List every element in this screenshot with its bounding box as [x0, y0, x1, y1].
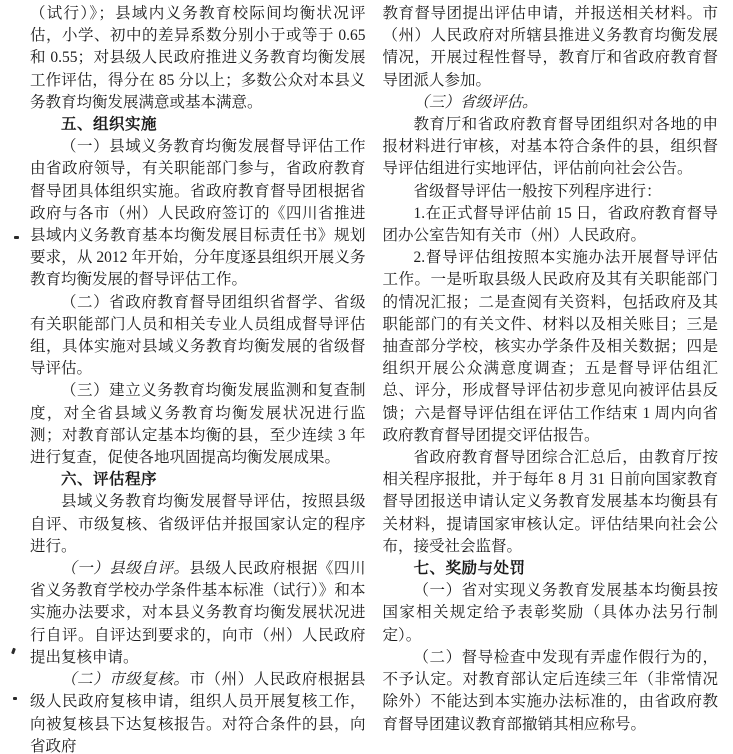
section-heading: 五、组织实施: [61, 116, 158, 134]
paragraph: 教育督导团提出评估申请，并报送相关材料。市（州）人民政府对所辖县推进义务教育均衡发展情况，开展过程性督导，教育厅和省政府教育督导团派人参加。: [382, 5, 718, 89]
paragraph: （试行）》；县域内义务教育校际间均衡状况评估，小学、初中的差异系数分别小于或等于 0.65 和 0.55；对县级人民政府推进义务教育均衡发展工作评估，得分在 85 分以上；多数公众对本县义务教育均衡发展满意或基本满意。: [30, 5, 366, 111]
scan-speck: [13, 697, 17, 700]
paragraph: 1.在正式督导评估前 15 日，省政府教育督导团办公室告知有关市（州）人民政府。: [382, 204, 718, 245]
paragraph: （二）督导检查中发现有弄虚作假行为的，不予认定。对教育部认定后连续三年（非常情况除外）不能达到本实施办法标准的，由省政府教育督导团建议教育部撤销其相应称号。: [382, 648, 718, 733]
paragraph: 县域义务教育均衡发展督导评估，按照县级自评、市级复核、省级评估并报国家认定的程序进行。: [30, 493, 366, 555]
paragraph: （三）建立义务教育均衡发展监测和复查制度，对全省县域义务教育均衡发展状况进行监测；对教育部认定基本均衡的县，至少连续 3 年进行复查，促使各地巩固提高均衡发展成果。: [30, 382, 366, 467]
kai-lead: （二）市级复核。: [61, 671, 190, 689]
paragraph: [30, 558, 366, 669]
paragraph-text: 县级人民政府根据《四川省义务教育学校办学条件基本标准（试行）》和本实施办法要求，对本县义务教育均衡发展状况进行自评。自评达到要求的，向市（州）人民政府提出复核申请。: [30, 560, 366, 666]
paragraph-text: 市（州）人民政府根据县级人民政府复核申请，组织人员开展复核工作，向被复核县下达复核报告。对符合条件的县，向省政府: [30, 671, 366, 754]
paragraph: 省级督导评估一般按下列程序进行：: [413, 182, 662, 200]
paragraph: 2.督导评估组按照本实施办法开展督导评估工作。一是听取县级人民政府及其有关职能部门的情况汇报；二是查阅有关资料，包括政府及其职能部门的有关文件、材料以及相关账目；三是抽查部分学校，核实办学条件及相关数据；四是组织开展公众满意度调查；五是督导评估组汇总、评分，形成督导评估初步意见向被评估县反馈；六是督导评估组在评估工作结束 1 周内向省政府教育督导团提交评估报告。: [382, 249, 718, 444]
left-column: [30, 3, 366, 754]
paragraph: [383, 92, 719, 114]
kai-lead: （三）省级评估。: [413, 93, 538, 111]
section-heading: 七、奖励与处罚: [413, 560, 526, 578]
right-column: [383, 3, 719, 754]
paragraph: [30, 669, 366, 754]
paragraph: 省政府教育督导团综合汇总后，由教育厅按相关程序报批，并于每年 8 月 31 日前向国家教育督导团报送申请认定义务教育发展基本均衡县有关材料，提请国家审核认定。评估结果向社会公布，接受社会监督。: [382, 449, 718, 555]
paragraph: （一）县域义务教育均衡发展督导评估工作由省政府领导，有关职能部门参与，省政府教育督导团具体组织实施。省政府教育督导团根据省政府与各市（州）人民政府签订的《四川省推进县域内义务教育基本均衡发展目标责任书》规划要求，从 2012 年开始，分年度逐县组织开展义务教育均衡发展的督导评估工作。: [30, 138, 366, 289]
scan-speck: [14, 236, 19, 239]
scan-speck: [11, 648, 16, 655]
paragraph: 教育厅和省政府教育督导团组织对各地的申报材料进行审核，对基本符合条件的县，组织督导评估组进行实地评估，评估前向社会公告。: [382, 116, 718, 178]
paragraph: （二）省政府教育督导团组织省督学、省级有关职能部门人员和相关专业人员组成督导评估组，具体实施对县域义务教育均衡发展的省级督导评估。: [30, 293, 366, 378]
paragraph: （一）省对实现义务教育发展基本均衡县按国家相关规定给予表彰奖励（具体办法另行制定）。: [382, 582, 718, 644]
kai-lead: （一）县级自评。: [61, 560, 190, 578]
two-column-layout: [30, 3, 718, 754]
section-heading: 六、评估程序: [61, 471, 158, 489]
